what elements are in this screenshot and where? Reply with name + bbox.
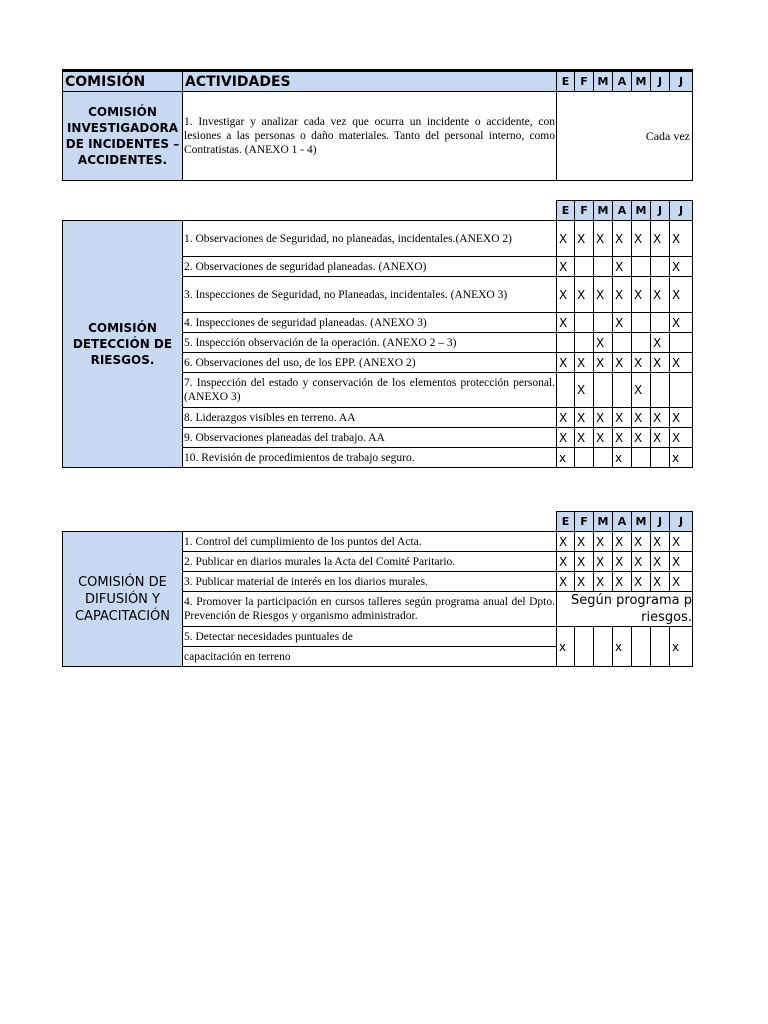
table-row	[63, 221, 693, 257]
month-mark	[594, 313, 613, 333]
month-mark: X	[632, 408, 651, 428]
col-header-actividades: ACTIVIDADES	[183, 71, 557, 92]
month-mark: X	[613, 572, 632, 592]
month-mark: X	[594, 277, 613, 313]
month-mark	[557, 373, 575, 408]
month-mark	[651, 448, 670, 468]
activity-text: capacitación en terreno	[183, 647, 557, 667]
month-mark: X	[632, 353, 651, 373]
month-mark: X	[670, 353, 693, 373]
month-mark: X	[575, 428, 594, 448]
month-mark: X	[632, 532, 651, 552]
month-mark	[613, 333, 632, 353]
month-mark: X	[557, 532, 575, 552]
activity-text: 2. Publicar en diarios murales la Acta del Comité Paritario.	[183, 552, 557, 572]
investigation-commission-table	[62, 69, 693, 181]
program-note-line1: Según programa p	[571, 593, 692, 608]
month-mark: x	[557, 448, 575, 468]
month-mark: X	[575, 353, 594, 373]
month-mark: X	[613, 313, 632, 333]
month-mark	[632, 627, 651, 667]
month-mark: X	[557, 552, 575, 572]
month-header: A	[613, 201, 632, 221]
commission-name: COMISIÓN DE DIFUSIÓN Y CAPACITACIÓN	[63, 532, 183, 667]
activity-text: 6. Observaciones del uso, de los EPP. (ANEXO 2)	[183, 353, 557, 373]
month-mark: X	[632, 221, 651, 257]
month-mark: X	[632, 428, 651, 448]
month-header: E	[557, 512, 575, 532]
month-mark: X	[557, 353, 575, 373]
month-mark: X	[575, 532, 594, 552]
training-commission-table	[62, 531, 693, 667]
month-header: M	[594, 201, 613, 221]
month-mark	[575, 448, 594, 468]
month-mark: X	[670, 572, 693, 592]
month-mark	[632, 313, 651, 333]
month-mark: X	[613, 552, 632, 572]
activity-text: 10. Revisión de procedimientos de trabajo seguro.	[183, 448, 557, 468]
month-mark	[651, 257, 670, 277]
month-mark: X	[613, 428, 632, 448]
frequency-note: Cada vez	[557, 92, 693, 181]
month-header: F	[575, 71, 594, 92]
month-mark: X	[651, 532, 670, 552]
month-mark: X	[632, 277, 651, 313]
month-mark: X	[670, 221, 693, 257]
month-mark: X	[557, 221, 575, 257]
month-mark: X	[557, 277, 575, 313]
month-mark: X	[613, 353, 632, 373]
month-mark: X	[670, 408, 693, 428]
month-mark	[632, 448, 651, 468]
month-header: M	[632, 201, 651, 221]
month-mark: X	[594, 221, 613, 257]
month-header: J	[670, 71, 693, 92]
commission-name: COMISIÓN INVESTIGADORA DE INCIDENTES – ACCIDENTES.	[63, 92, 183, 181]
month-header: J	[670, 512, 693, 532]
month-header: F	[575, 512, 594, 532]
month-mark: X	[594, 572, 613, 592]
month-mark: X	[575, 552, 594, 572]
activity-text: 9. Observaciones planeadas del trabajo. AA	[183, 428, 557, 448]
month-mark	[651, 373, 670, 408]
month-mark: X	[651, 333, 670, 353]
month-mark: x	[613, 627, 632, 667]
month-header: M	[632, 71, 651, 92]
month-header: E	[557, 201, 575, 221]
month-mark: X	[575, 373, 594, 408]
month-mark	[651, 313, 670, 333]
month-header: F	[575, 201, 594, 221]
activity-text: 1. Investigar y analizar cada vez que ocurra un incidente o accidente, con lesiones a las personas o daño materiales. Tanto del personal interno, como Contratistas. (ANEXO 1 - 4)	[183, 92, 557, 181]
month-mark: X	[613, 532, 632, 552]
month-mark: X	[594, 408, 613, 428]
program-note-line2: riesgos.	[641, 610, 692, 625]
month-mark	[575, 257, 594, 277]
month-mark: X	[575, 572, 594, 592]
month-header: M	[632, 512, 651, 532]
month-mark: X	[651, 277, 670, 313]
month-mark: X	[613, 221, 632, 257]
month-header: M	[594, 71, 613, 92]
month-mark: X	[557, 257, 575, 277]
col-header-comision: COMISIÓN	[63, 71, 183, 92]
month-header: J	[670, 201, 693, 221]
month-mark: X	[651, 408, 670, 428]
activity-text: 8. Liderazgos visibles en terreno. AA	[183, 408, 557, 428]
month-mark: X	[613, 257, 632, 277]
month-mark: x	[613, 448, 632, 468]
month-mark	[594, 627, 613, 667]
month-mark: X	[651, 353, 670, 373]
month-header: J	[651, 512, 670, 532]
month-mark: X	[594, 428, 613, 448]
month-mark: X	[594, 333, 613, 353]
risk-detection-months-header	[556, 200, 693, 221]
month-mark	[594, 373, 613, 408]
risk-detection-table	[62, 220, 693, 468]
month-header: E	[557, 71, 575, 92]
month-mark	[670, 373, 693, 408]
activity-text: 5. Detectar necesidades puntuales de	[183, 627, 557, 647]
activity-text: 7. Inspección del estado y conservación de los elementos protección personal. (ANEXO 3)	[183, 373, 557, 408]
month-mark	[632, 333, 651, 353]
month-mark: X	[670, 313, 693, 333]
month-mark	[651, 627, 670, 667]
month-mark: X	[651, 552, 670, 572]
month-mark: X	[594, 353, 613, 373]
month-header: A	[613, 71, 632, 92]
month-mark: X	[632, 552, 651, 572]
month-mark	[632, 257, 651, 277]
training-months-header	[556, 511, 693, 532]
activity-text: 2. Observaciones de seguridad planeadas. (ANEXO)	[183, 257, 557, 277]
month-mark: X	[632, 373, 651, 408]
activity-text: 5. Inspección observación de la operación. (ANEXO 2 – 3)	[183, 333, 557, 353]
month-mark	[575, 313, 594, 333]
month-header: A	[613, 512, 632, 532]
activity-text: 3. Inspecciones de Seguridad, no Planeadas, incidentales. (ANEXO 3)	[183, 277, 557, 313]
activity-text: 1. Control del cumplimiento de los puntos del Acta.	[183, 532, 557, 552]
month-mark: X	[557, 313, 575, 333]
month-mark: X	[557, 408, 575, 428]
month-mark: X	[670, 428, 693, 448]
month-mark	[575, 627, 594, 667]
month-mark: x	[557, 627, 575, 667]
month-header: J	[651, 201, 670, 221]
month-mark: X	[670, 532, 693, 552]
month-mark	[594, 257, 613, 277]
month-mark: X	[557, 572, 575, 592]
month-mark: X	[613, 277, 632, 313]
activity-text: 3. Publicar material de interés en los diarios murales.	[183, 572, 557, 592]
month-mark: X	[557, 428, 575, 448]
month-mark: X	[575, 277, 594, 313]
program-note	[557, 592, 693, 627]
month-mark	[575, 333, 594, 353]
month-mark: x	[670, 448, 693, 468]
month-mark: x	[670, 627, 693, 667]
month-mark: X	[613, 408, 632, 428]
month-header: M	[594, 512, 613, 532]
month-mark	[613, 373, 632, 408]
month-mark: X	[632, 572, 651, 592]
month-mark: X	[594, 552, 613, 572]
month-mark	[594, 448, 613, 468]
month-mark: X	[651, 221, 670, 257]
month-mark	[557, 333, 575, 353]
commission-name: COMISIÓN DETECCIÓN DE RIESGOS.	[63, 221, 183, 468]
month-mark: X	[594, 532, 613, 552]
month-mark: X	[670, 257, 693, 277]
activity-text: 1. Observaciones de Seguridad, no planeadas, incidentales.(ANEXO 2)	[183, 221, 557, 257]
month-mark: X	[575, 221, 594, 257]
month-mark	[670, 333, 693, 353]
activity-text: 4. Promover la participación en cursos talleres según programa anual del Dpto. Prevención de Riesgos y organismo administrador.	[183, 592, 557, 627]
month-mark: X	[651, 572, 670, 592]
month-mark: X	[670, 552, 693, 572]
month-header: J	[651, 71, 670, 92]
month-mark: X	[670, 277, 693, 313]
month-mark: X	[575, 408, 594, 428]
activity-text: 4. Inspecciones de seguridad planeadas. (ANEXO 3)	[183, 313, 557, 333]
month-mark: X	[651, 428, 670, 448]
